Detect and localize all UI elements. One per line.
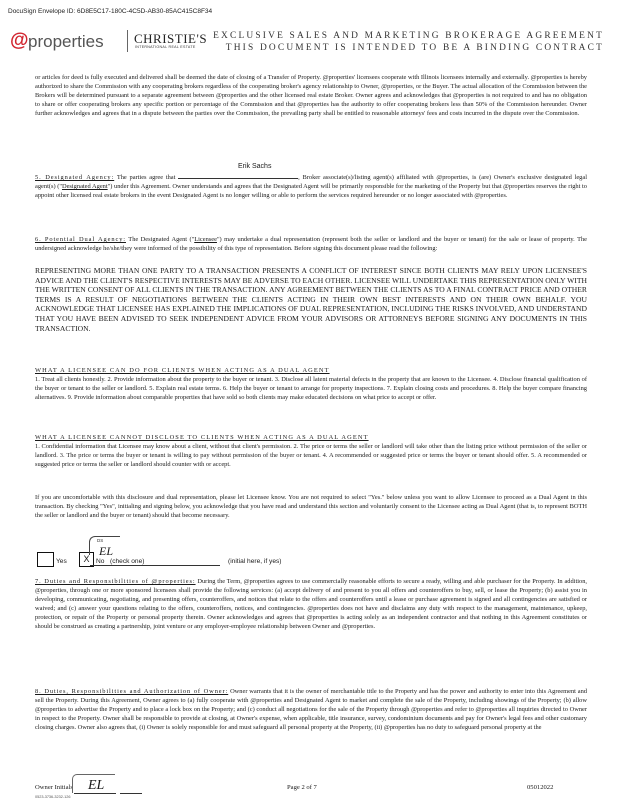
cannot-disclose-section (35, 434, 587, 470)
initials-hint: (initial here, if yes) (228, 558, 282, 565)
form-date-code: 05012022 (527, 784, 554, 791)
dual-text-b: ") may undertake a dual representation (represent both the seller or landlord and the buyer or tenant) for the sale or lease of property. The undersigned acknowledge he/she/they were informed of the possibility of this type of representation. Before signing this document please read the following: (35, 236, 588, 252)
dual-agency-heading: 6. Potential Dual Agency: (35, 236, 126, 243)
no-checkbox[interactable]: X (79, 552, 94, 567)
designated-agency-heading: 5. Designated Agency: (35, 174, 115, 181)
page-number: Page 2 of 7 (287, 784, 317, 791)
logo-christies-sub: INTERNATIONAL REAL ESTATE (135, 45, 196, 49)
dual-text-a: The Designated Agent (" (128, 236, 195, 243)
logo-at-sign: @ (10, 30, 29, 51)
footer-initials-signature[interactable]: EL (88, 778, 105, 793)
logo-christies: CHRISTIE'S (134, 31, 208, 46)
designated-text-a: The parties agree that (116, 174, 176, 181)
header-subtitle: THIS DOCUMENT IS INTENDED TO BE A BINDING CONTRACT (225, 43, 604, 53)
licensee-term: Licensee (194, 236, 217, 243)
initials-signature[interactable]: EL (99, 544, 114, 558)
can-do-text: 1. Treat all clients honestly. 2. Provide information about the property to the buyer or tenant. 3. Disclose all latent material defects in the property that are known to the Licensee. 4. Disclose financial qualification of the buyer or tenant to the seller or landlord. 5. Explain real estate terms. 6. Help the buyer or tenant to arrange for property inspections. 7. Explain closing costs and procedures. 8. Help the buyer compare financing alternatives. 9. Provide information about comparable properties that have sold so both clients may make educated decisions on what price to accept or offer. (35, 375, 587, 401)
docusign-tag: DS (97, 538, 104, 543)
yes-checkbox[interactable] (37, 552, 54, 567)
designated-agency-paragraph (35, 172, 587, 201)
initials-line (90, 565, 220, 566)
no-label: No (96, 558, 105, 565)
logo-divider (127, 30, 128, 52)
dual-agency-paragraph (35, 236, 587, 254)
cannot-disclose-text: 1. Confidential information that Licensee may know about a client, without that client's permission. 2. The price or terms the seller or landlord will take other than the listing price without permission of the seller or landlord. 3. The price or terms the buyer or tenant is willing to pay without permission of the buyer or tenant. 4. A recommended or suggested price or terms the buyer or tenant should offer. 5. A recommended or suggested price or terms the seller or landlord should counter with or accept. (35, 442, 587, 468)
consent-paragraph: If you are uncomfortable with this disclosure and dual representation, please let Licensee know. You are not required to select "Yes." below unless you want to allow Licensee to proceed as a Dual Agent in this transaction. By checking "Yes", initialing and signing below, you acknowledge that you have read and understand this section and voluntarily consent to the Licensee acting as Dual Agent (that is, to represent BOTH the seller or landlord and the buyer or tenant) should that become necessary. (35, 494, 587, 519)
conflict-of-interest-warning: REPRESENTING MORE THAN ONE PARTY TO A TRANSACTION PRESENTS A CONFLICT OF INTEREST SINCE BOTH CLIENTS MAY RELY UPON LICENSEE'S ADVICE AND THE CLIENT'S RESPECTIVE INTERESTS MAY BE ADVERSE TO EACH OTHER. LICENSEE WILL UNDERTAKE THIS REPRESENTATION ONLY WITH THE WRITTEN CONSENT OF ALL CLIENTS IN THE TRANSACTION. ANY AGREEMENT BETWEEN THE CLIENTS AS TO A FINAL CONTRACT PRICE AND OTHER TERMS IS A RESULT OF NEGOTIATIONS BETWEEN THE CLIENTS ACTING IN THEIR OWN BEST INTERESTS AND ON THEIR OWN BEHALF. YOU ACKNOWLEDGE THAT LICENSEE HAS EXPLAINED THE IMPLICATIONS OF DUAL REPRESENTATION, INCLUDING THE RISKS INVOLVED, AND UNDERSTAND THAT YOU HAVE BEEN ADVISED TO SEEK INDEPENDENT ADVICE FROM YOUR ADVISORS OR ATTORNEYS BEFORE SIGNING ANY DOCUMENTS IN THIS TRANSACTION. (35, 266, 587, 333)
designated-text-b: , Broker associate(s)/listing agent(s) affiliated with @properties, is (are) Owner's exclusive designated legal agent(s) (" (35, 174, 587, 190)
owner-initials-label: Owner Initials (35, 784, 73, 791)
handwritten-agent-name: Erik Sachs (238, 163, 272, 170)
duties-text: During the Term, @properties agrees to use commercially reasonable efforts to secure a ready, willing and able purchaser for the Property. In addition, @properties, through one or more sponsored licensees shall provide the following services: (a) accept delivery of and present to you all offers and counteroffers to buy, sell, or lease the Property; (b) assist you in developing, communicating, negotiating, and presenting offers, counteroffers, and notices that relate to the offers and counteroffers until a lease or purchase agreement is signed and all contingencies are satisfied or waived; and (c) answer your questions relating to the offers, counteroffers, notices, and contingencies. @properties does not have and disclaims any duty with respect to the management, maintenance, upkeep, protection, or repair of the Property or personal property therein. Owner acknowledges and agrees that @properties is acting solely as an independent contractor and that nothing in this Agreement constitutes or should be construed as creating a partnership, joint venture or any employer-employee relationship between Owner and @properties. (35, 578, 587, 630)
logo-properties: properties (28, 32, 104, 51)
check-one-hint: (check one) (110, 558, 145, 565)
yes-label: Yes (56, 558, 67, 565)
footer-initials-line (74, 793, 116, 794)
owner-duties-text: Owner warrants that it is the owner of merchantable title to the Property and has the power and authority to enter into this Agreement and sell the Property. During this Agreement, Owner agrees to (a) fully cooperate with @properties and Designated Agent to market and complete the sale of the Property, including showings of the Property; (b) allow @properties to advertise the Property and to place a lock box on the Property; and (c) conduct all negotiations for the sale of the Property through @properties and refer to @properties all inquiries directed to Owner in respect to the Property. Owner shall be responsible to provide at closing, at Owner's expense, when applicable, title insurance, survey, condominium documents and pay for Owner's legal fees and other customary closing charges. Owner also agrees that, (i) Owner is solely responsible for and must safeguard all personal property at the Property, (ii) @properties has no duty to safeguard personal property at the (35, 688, 587, 731)
agent-name-blank (178, 172, 298, 179)
can-do-heading: WHAT A LICENSEE CAN DO FOR CLIENTS WHEN ACTING AS A DUAL AGENT (35, 367, 330, 374)
designated-text-c: ") under this Agreement. Owner understands and agrees that the Designated Agent will be primarily responsible for the marketing of the Property but that @properties reserves the right to appoint other licensed real estate brokers in the event Designated Agent is no longer willing or able to perform the services required hereunder or no longer associated with @properties. (35, 182, 587, 199)
commission-paragraph: or articles for deed is fully executed and delivered shall be deemed the date of closing of a Transfer of Property. @properties' licensees cooperate with Illinois licensees internally and externally. @properties is hereby authorized to share the Commission with any cooperating brokers regardless of the cooperating broker's agency relationship to Owner, @properties, or the Buyer. The actual allocation of the Commission between the Brokers will be determined pursuant to a separate agreement between @properties and the other licensed real estate Broker. Owner agrees and acknowledges that @properties is not required to and has no obligation to share or offer cooperating brokers any specific portion or percentage of the Commission and that @properties has the authority to offer cooperating brokers less than 50% of the Commission hereunder. Owner further acknowledges and agrees that in a dispute between the parties over the Commission, the prevailing party shall be entitled to reasonable attorneys' fees and costs incurred in the dispute over the Commission. (35, 74, 587, 117)
header-title: EXCLUSIVE SALES AND MARKETING BROKERAGE AGREEMENT (213, 31, 604, 41)
owner-duties-paragraph (35, 688, 587, 733)
duties-heading: 7. Duties and Responsibilities of @properties: (35, 578, 196, 585)
can-do-section (35, 367, 587, 403)
cannot-disclose-heading: WHAT A LICENSEE CANNOT DISCLOSE TO CLIENTS WHEN ACTING AS A DUAL AGENT (35, 434, 369, 441)
envelope-id: DocuSign Envelope ID: 6D8E5C17-180C-4C5D-AB30-85AC415C8F34 (8, 8, 213, 15)
owner-duties-heading: 8. Duties, Responsibilities and Authorization of Owner: (35, 688, 229, 695)
designated-agent-term: Designated Agent (61, 182, 108, 190)
duties-paragraph (35, 578, 587, 631)
footer-second-initials-line (120, 793, 142, 794)
form-code: 0523-3736-3232-126 (35, 795, 71, 799)
